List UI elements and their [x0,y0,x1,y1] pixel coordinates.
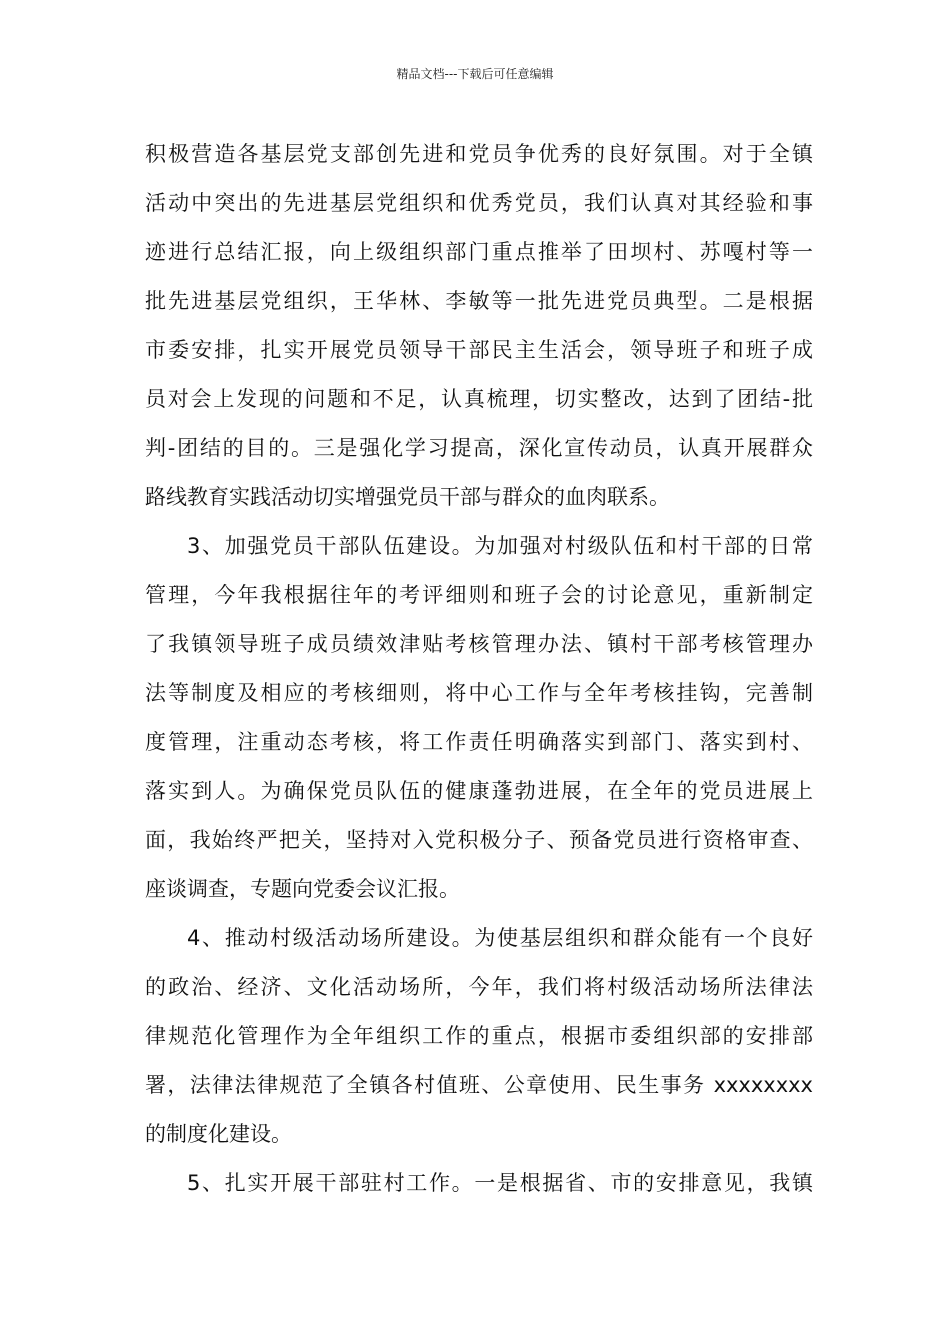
text-line: 5、扎实开展干部驻村工作。一是根据省、市的安排意见，我镇 [187,1171,813,1195]
text-line: 路线教育实践活动切实增强党员干部与群众的血肉联系。 [145,485,670,509]
document-body [145,130,813,1208]
text-line: 法等制度及相应的考核细则，将中心工作与全年考核挂钩，完善制 [145,681,813,705]
text-line: 度管理，注重动态考核，将工作责任明确落实到部门、落实到村、 [145,730,813,754]
page-header: 精品文档---下载后可任意编辑 [396,67,554,81]
text-line: 署，法律法律规范了全镇各村值班、公章使用、民生事务 xxxxxxxx [145,1073,813,1097]
text-line: 判-团结的目的。三是强化学习提高，深化宣传动员，认真开展群众 [145,436,813,460]
text-line: 市委安排，扎实开展党员领导干部民主生活会，领导班子和班子成 [145,338,813,362]
text-line: 了我镇领导班子成员绩效津贴考核管理办法、镇村干部考核管理办 [145,632,813,656]
text-line: 的制度化建设。 [145,1122,292,1146]
text-line: 面，我始终严把关，坚持对入党积极分子、预备党员进行资格审查、 [145,828,813,852]
text-line: 活动中突出的先进基层党组织和优秀党员，我们认真对其经验和事 [145,191,813,215]
text-line: 管理，今年我根据往年的考评细则和班子会的讨论意见，重新制定 [145,583,813,607]
text-line: 积极营造各基层党支部创先进和党员争优秀的良好氛围。对于全镇 [145,142,813,166]
text-line: 座谈调查，专题向党委会议汇报。 [145,877,460,901]
text-line: 4、推动村级活动场所建设。为使基层组织和群众能有一个良好 [187,926,813,950]
text-line: 员对会上发现的问题和不足，认真梳理，切实整改，达到了团结-批 [145,387,813,411]
text-line: 迹进行总结汇报，向上级组织部门重点推举了田坝村、苏嘎村等一 [145,240,813,264]
text-line: 的政治、经济、文化活动场所，今年，我们将村级活动场所法律法 [145,975,813,999]
text-line: 落实到人。为确保党员队伍的健康蓬勃进展，在全年的党员进展上 [145,779,813,803]
text-line: 批先进基层党组织，王华林、李敏等一批先进党员典型。二是根据 [145,289,813,313]
text-line: 律规范化管理作为全年组织工作的重点，根据市委组织部的安排部 [145,1024,813,1048]
text-line: 3、加强党员干部队伍建设。为加强对村级队伍和村干部的日常 [187,534,813,558]
